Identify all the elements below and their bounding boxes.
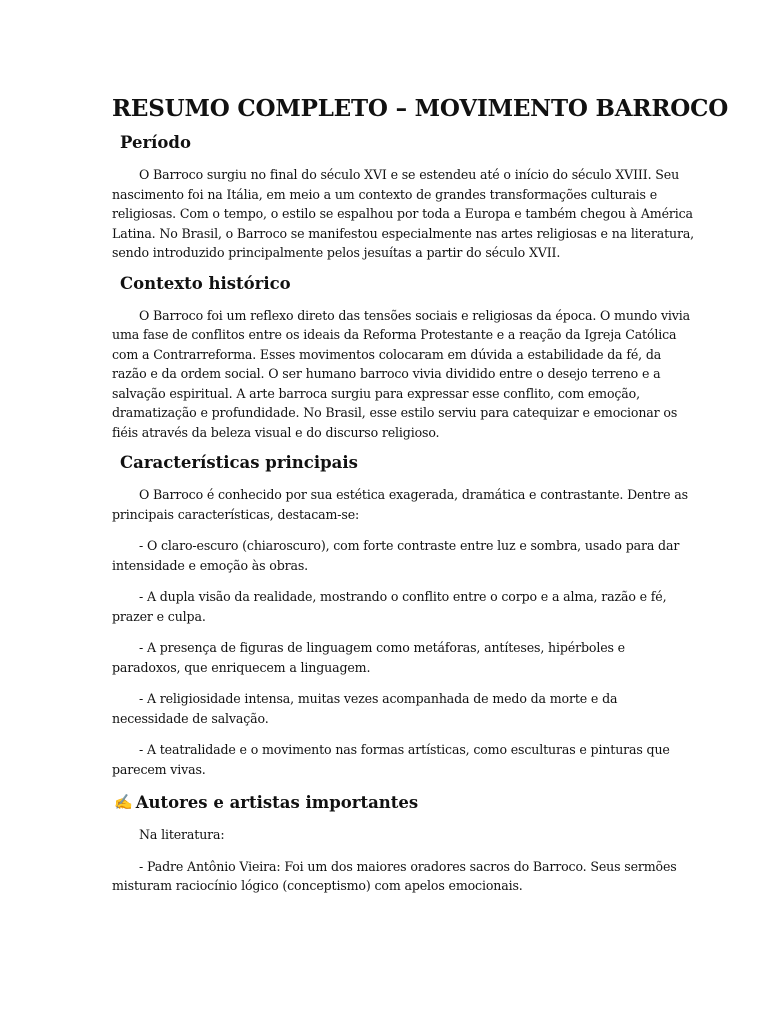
paragraph-line: misturam raciocínio lógico (conceptismo) com apelos emocionais. [112,878,523,893]
list-item [112,740,670,779]
paragraph-line: - Padre Antônio Vieira: Foi um dos maiores oradores sacros do Barroco. Seus sermões [139,858,677,874]
paragraph-line: dramatização e profundidade. No Brasil, esse estilo serviu para catequizar e emocionar os [112,405,678,420]
paragraph-line: razão e da ordem social. O ser humano barroco vivia dividido entre o desejo terreno e a [112,366,661,381]
section-heading-label: Autores e artistas importantes [135,793,419,812]
paragraph-line: religiosas. Com o tempo, o estilo se espalhou por toda a Europa e também chegou à América [112,206,693,221]
paragraph-line: - A religiosidade intensa, muitas vezes acompanhada de medo da morte e da [139,691,618,706]
paragraph-line: fiéis através da beleza visual e do discurso religioso. [112,424,440,440]
section-heading-contexto-historico: Contexto histórico [120,273,291,293]
paragraph [112,485,688,524]
paragraph-line: - A dupla visão da realidade, mostrando o conflito entre o corpo e a alma, razão e fé, [139,589,667,604]
list-item [112,857,677,896]
paragraph-line: principais características, destacam-se: [112,506,360,522]
paragraph [112,165,695,263]
paragraph-line: Latina. No Brasil, o Barroco se manifestou especialmente nas artes religiosas e na literatura, [112,225,695,241]
paragraph-line: prazer e culpa. [112,608,206,624]
writing-hand-icon: ✍ [114,793,133,811]
paragraph-line: - A teatralidade e o movimento nas formas artísticas, como esculturas e pinturas que [139,742,670,757]
list-item [112,536,680,575]
paragraph-line: O Barroco foi um reflexo direto das tensões sociais e religiosas da época. O mundo vivia [139,307,691,323]
paragraph [112,306,691,443]
list-item [112,587,667,626]
paragraph-line: - A presença de figuras de linguagem como metáforas, antíteses, hipérboles e [139,640,625,655]
section-heading-autores [112,791,656,815]
section-heading-caracteristicas: Características principais [120,453,358,472]
paragraph-line: necessidade de salvação. [112,710,269,726]
paragraph-line: salvação espiritual. A arte barroca surgiu para expressar esse conflito, com emoção, [112,385,640,401]
paragraph-line: uma fase de conflitos entre os ideais da Reforma Protestante e a reação da Igreja Católica [112,327,677,342]
paragraph-line: - O claro-escuro (chiaroscuro), com forte contraste entre luz e sombra, usado para dar [139,538,680,553]
paragraph-line: intensidade e emoção às obras. [112,557,309,573]
paragraph-line: sendo introduzido principalmente pelos jesuítas a partir do século XVII. [112,245,561,260]
section-heading-periodo: Período [120,133,191,152]
document-title: RESUMO COMPLETO – MOVIMENTO BARROCO [112,95,729,122]
list-item [112,689,656,728]
paragraph-line: O Barroco surgiu no final do século XVI e se estendeu até o início do século XVIII. Seu [139,167,680,182]
paragraph-line: paradoxos, que enriquecem a linguagem. [112,659,371,675]
paragraph-line: parecem vivas. [112,761,206,777]
paragraph-line: Na literatura: [139,827,225,842]
paragraph-line: O Barroco é conhecido por sua estética exagerada, dramática e contrastante. Dentre as [139,487,688,502]
paragraph-line: com a Contrarreforma. Esses movimentos colocaram em dúvida a estabilidade da fé, da [112,346,662,362]
paragraph-line: nascimento foi na Itália, em meio a um contexto de grandes transformações culturais e [112,186,658,202]
paragraph [112,825,656,845]
list-item [112,638,656,677]
